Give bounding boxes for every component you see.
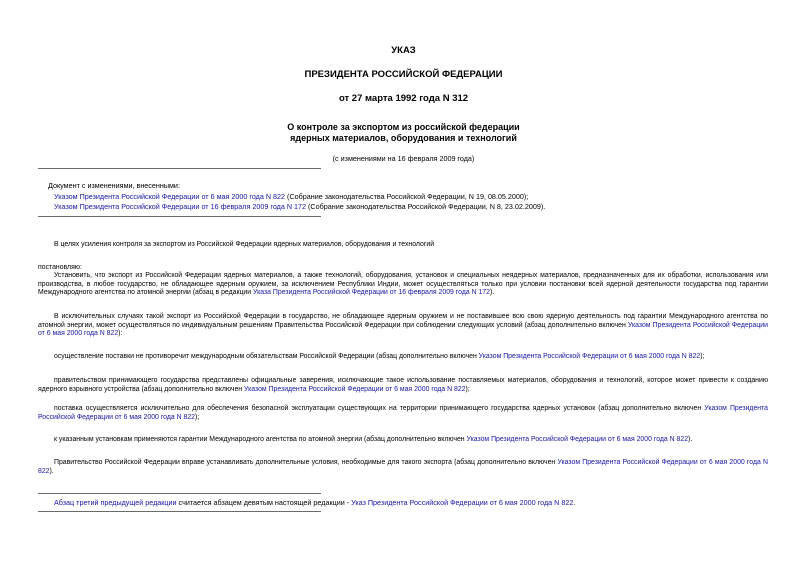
amendment-link[interactable]: Указом Президента Российской Федерации от 6 мая 2000 года N 822: [38, 405, 768, 421]
decree-word: постановляю:: [38, 264, 82, 271]
amendment-link[interactable]: Указом Президента Российской Федерации от 6 мая 2000 года N 822: [244, 385, 466, 393]
amendment-link[interactable]: Указа Президента Российской Федерации от 16 февраля 2009 года N 172: [253, 289, 490, 297]
footnote-link[interactable]: Абзац третий предыдущей редакции: [54, 498, 177, 507]
amendment-link[interactable]: Указом Президента Российской Федерации от 6 мая 2000 года N 822: [478, 353, 701, 360]
footnote-decree-link[interactable]: Указ Президента Российской Федерации от 6 мая 2000 года N 822: [351, 498, 574, 507]
paragraph-1: Установить, что экспорт из Российской Федерации ядерных материалов, а также технологий, оборудования, установок и специальных неядерных материалов, предназначенных для их обработки, использования или производства, в любое государство, не обладающее ядерным оружием, за исключением Республики Индии, может осуществляться только при условии постановки всей ядерной деятельности государства под гарантии Международного агентства по атомной энергии (абзац в редакции Указа Президента Российской Федерации от 16 февраля 2009 года N 172).: [38, 272, 768, 297]
doc-type: УКАЗ: [391, 45, 416, 56]
revision-note: (с изменениями на 16 февраля 2009 года): [332, 154, 475, 163]
paragraph-5: поставка осуществляется исключительно для обеспечения безопасной эксплуатации существующих на территории принимающего государства ядерных установок (абзац дополнительно включен Указом Президента Российской Федерации от 6 мая 2000 года N 822);: [38, 405, 768, 421]
change-link-172[interactable]: Указом Президента Российской Федерации от 16 февраля 2009 года N 172: [54, 202, 307, 211]
amendment-link[interactable]: Указом Президента Российской Федерации от 6 мая 2000 года N 822: [38, 321, 768, 338]
paragraph-2: В исключительных случаях такой экспорт из Российской Федерации в государство, не обладающее ядерным оружием и не поставившее всю свою ядерную деятельность под гарантии Международного агентства по атомной энергии, может осуществляться по индивидуальным решениям Правительства Российской Федерации при соблюдении следующих условий (абзац дополнительно включен Указом Президента Российской Федерации от 6 мая 2000 года N 822):: [38, 313, 768, 338]
preamble: В целях усиления контроля за экспортом из Российской Федерации ядерных материалов, оборудования и технологий: [54, 241, 435, 248]
issuer: ПРЕЗИДЕНТА РОССИЙСКОЙ ФЕДЕРАЦИИ: [304, 69, 503, 80]
divider-footnote-top: [38, 493, 321, 494]
changes-intro: Документ с изменениями, внесенными:: [48, 181, 180, 190]
change-link-822[interactable]: Указом Президента Российской Федерации от 6 мая 2000 года N 822: [54, 192, 286, 201]
divider-changes: [38, 216, 321, 217]
amendment-link[interactable]: Указом Президента Российской Федерации от 6 мая 2000 года N 822: [466, 436, 689, 443]
paragraph-4: правительством принимающего государства представлены официальные заверения, исключающие такое использование поставляемых материалов, оборудования и технологий, которое может привести к созданию ядерного взрывного устройства (абзац дополнительно включен Указом Президента Российской Федерации от 6 мая 2000 года N 822);: [38, 377, 768, 393]
doc-title-line1: О контроле за экспортом из российской федерации: [287, 122, 520, 132]
doc-date-number: от 27 марта 1992 года N 312: [338, 93, 469, 104]
paragraph-6: к указанным установкам применяются гарантии Международного агентства по атомной энергии (абзац дополнительно включен Указом Президента Российской Федерации от 6 мая 2000 года N 822).: [54, 436, 693, 443]
paragraph-3: осуществление поставки не противоречит международным обязательствам Российской Федерации (абзац дополнительно включен Указом Президента Российской Федерации от 6 мая 2000 года N 822);: [54, 353, 705, 360]
divider-top: [38, 168, 321, 169]
doc-title-line2: ядерных материалов, оборудования и технологий: [290, 133, 517, 143]
amendment-link[interactable]: Указом Президента Российской Федерации от 6 мая 2000 года N 822: [38, 459, 768, 475]
divider-footnote-bottom: [38, 511, 321, 512]
change-item: Указом Президента Российской Федерации от 16 февраля 2009 года N 172 (Собрание законодательства Российской Федерации, N 8, 23.02.2009).: [54, 202, 546, 211]
change-item: Указом Президента Российской Федерации от 6 мая 2000 года N 822 (Собрание законодательства Российской Федерации, N 19, 08.05.2000);: [54, 192, 529, 201]
paragraph-7: Правительство Российской Федерации вправе устанавливать дополнительные условия, необходимые для такого экспорта (абзац дополнительно включен Указом Президента Российской Федерации от 6 мая 2000 года N 822).: [38, 459, 768, 475]
footnote: Абзац третий предыдущей редакции считается абзацем девятым настоящей редакции - Указ Президента Российской Федерации от 6 мая 2000 года N 822.: [54, 498, 576, 507]
